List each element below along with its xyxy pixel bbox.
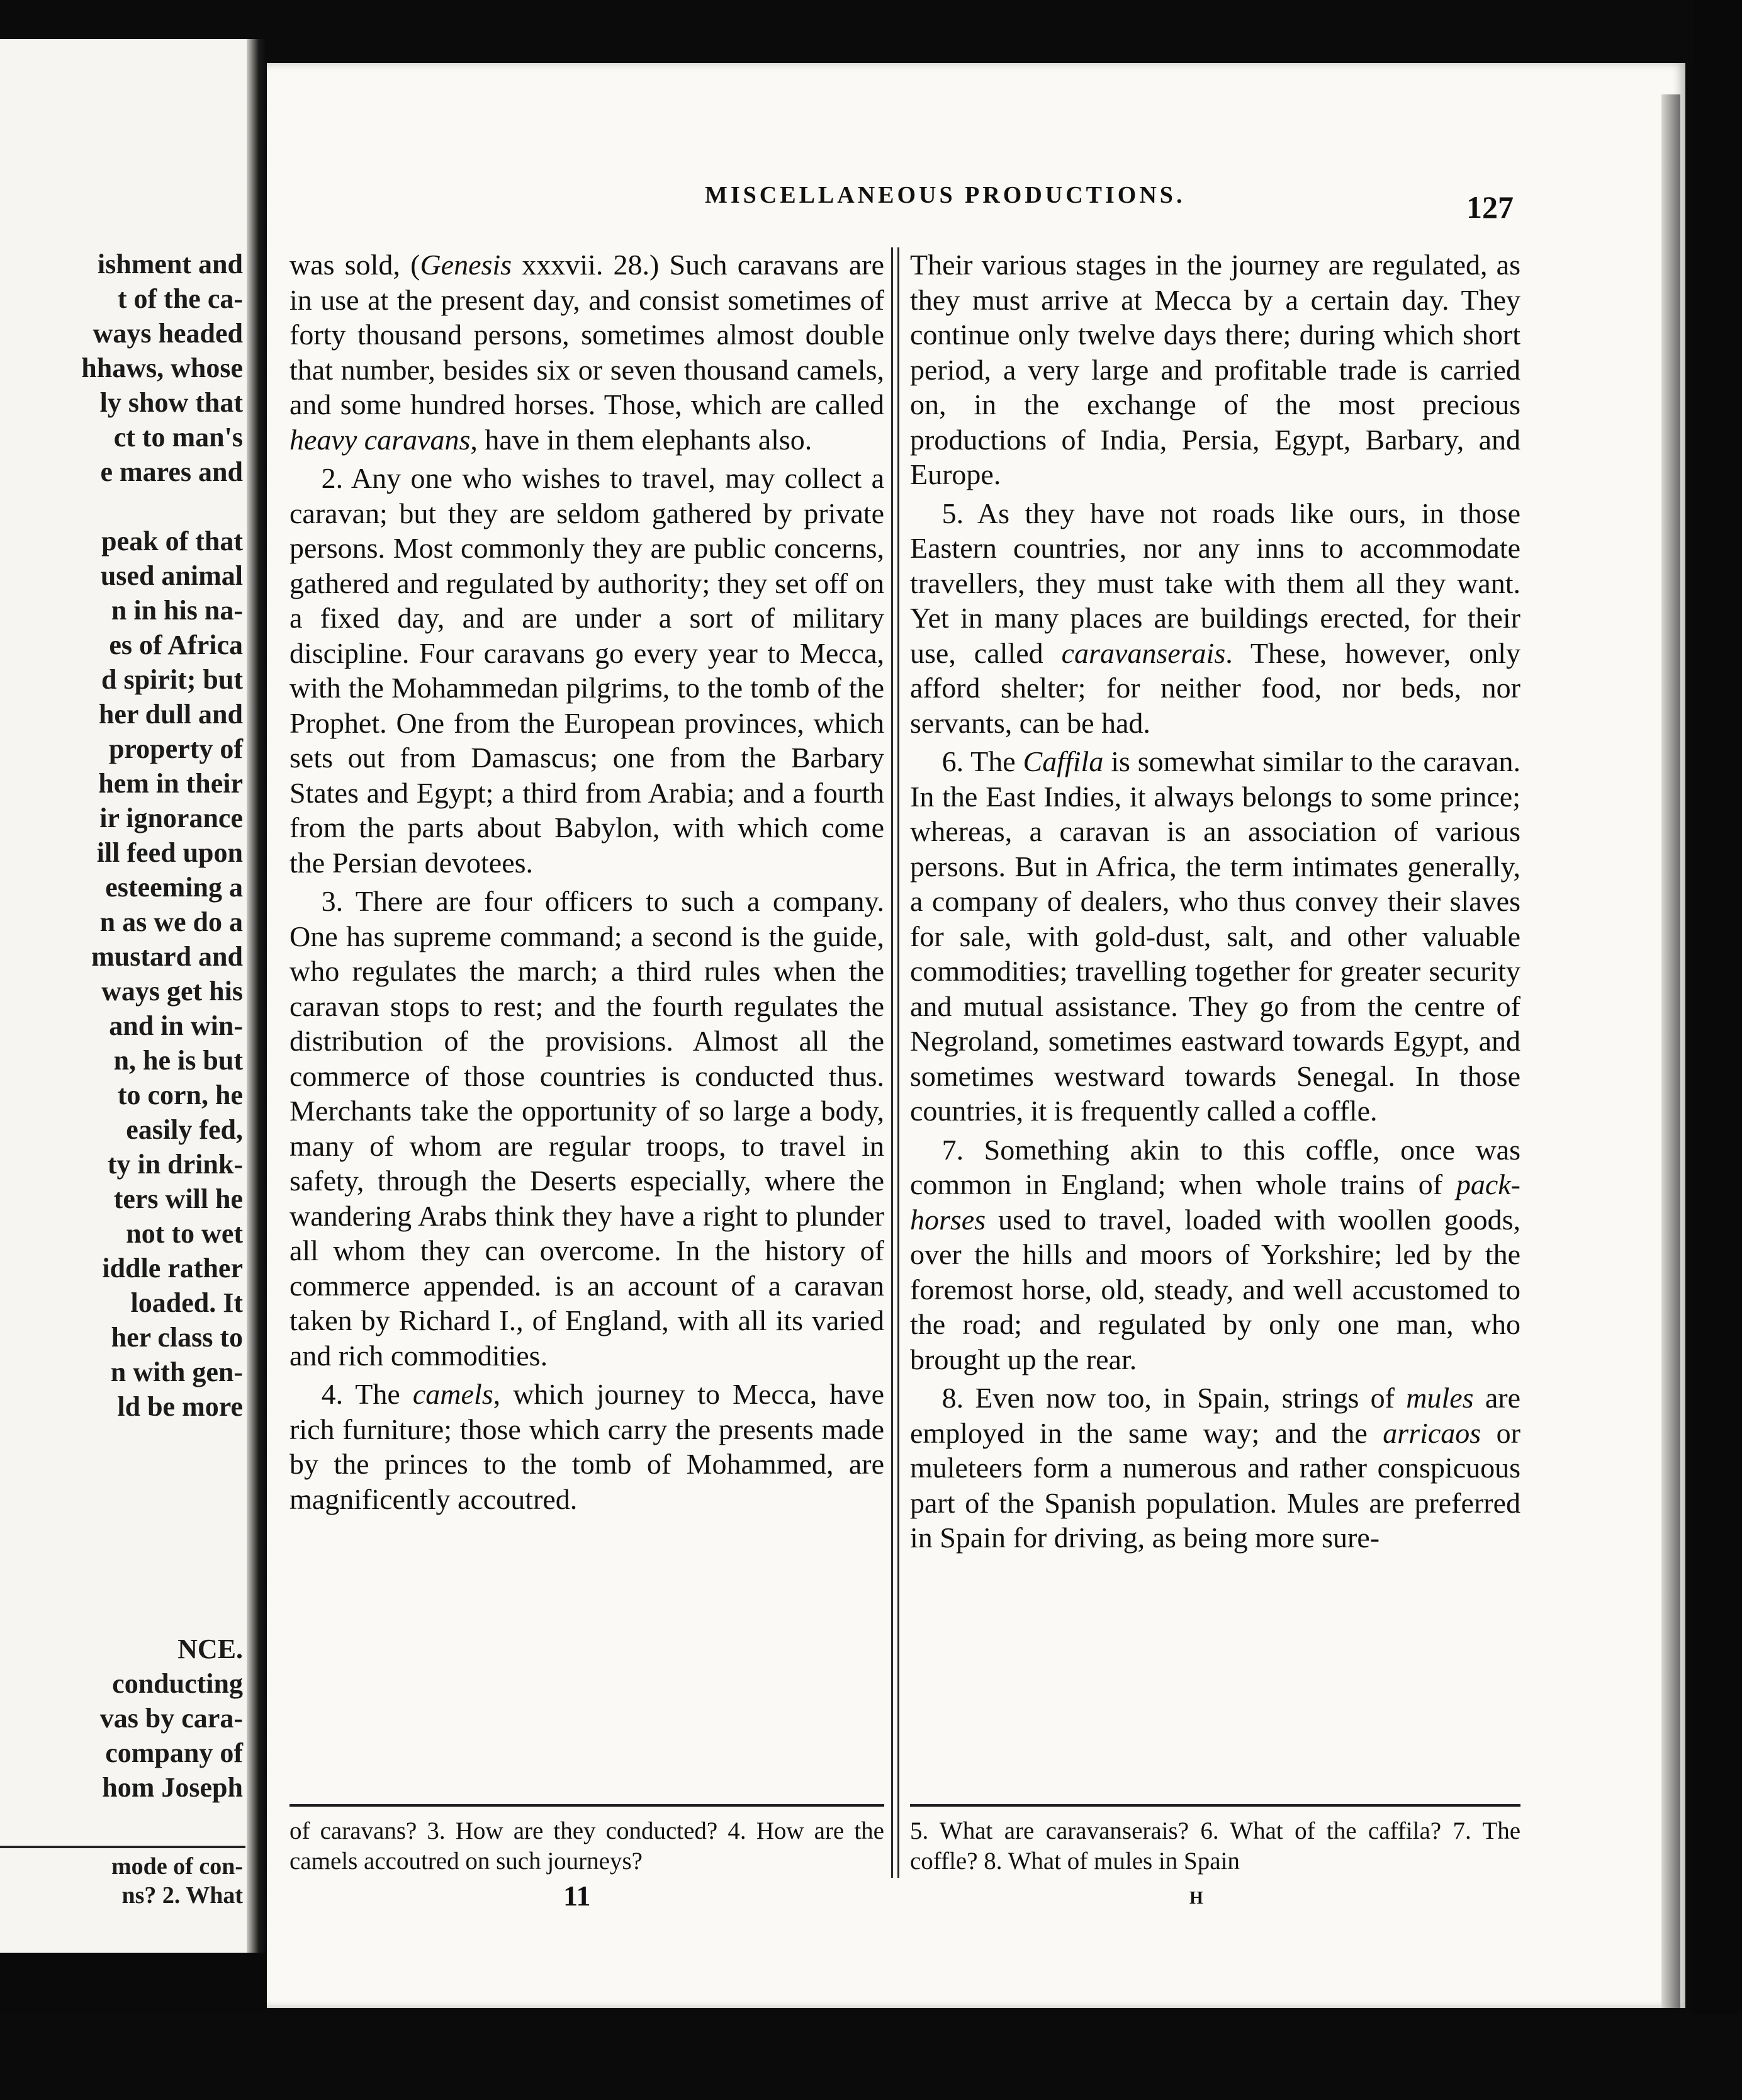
paragraph-1-continued: was sold, (Genesis xxxvii. 28.) Such caravans are in use at the present day, and consist sometimes of forty thousand persons, sometimes almost double that number, besides six or seven thousand camels, and some hundred horses. Those, which are called heavy caravans, have in them elephants also. — [289, 249, 884, 456]
paragraph-2: 2. Any one who wishes to travel, may collect a caravan; but they are seldom gathered by private persons. Most commonly they are public concerns, gathered and regulated by authority; they set off on a fixed day, and are under a sort of military discipline. Four caravans go every year to Mecca, with the Mohammedan pilgrims, to the tomb of the Prophet. One from the European provinces, which sets out from Damascus; one from the Barbary States and Egypt; a third from Arabia; and a fourth from the parts about Babylon, with which come the Persian devotees. — [289, 462, 884, 879]
left-page-footnote-line: mode of con- — [111, 1853, 243, 1880]
left-page-line: n with gen- — [110, 1357, 243, 1387]
left-page-line: to corn, he — [117, 1080, 243, 1110]
left-page-line: ir ignorance — [99, 803, 243, 833]
signature-mark: 11 — [563, 1880, 591, 1912]
text-column-right — [910, 247, 1520, 1559]
left-page-line: used animal — [100, 560, 243, 591]
paragraph-7: 7. Something akin to this coffle, once was common in England; when whole trains of pack-horses used to travel, loaded with woollen goods, over the hills and moors of Yorkshire; led by the foremost horse, old, steady, and well accustomed to the road; and regulated by only one man, who brought up the rear. — [910, 1133, 1520, 1375]
left-page-line: ly show that — [99, 387, 243, 418]
questions-footnote-right: 5. What are caravanserais? 6. What of the caffila? 7. The coffle? 8. What of mules in Spain — [910, 1817, 1520, 1875]
left-page-line — [4, 489, 243, 524]
left-page-line: her class to — [111, 1322, 243, 1353]
paragraph-8: 8. Even now too, in Spain, strings of mules are employed in the same way; and the arricaos or muleteers form a numerous and rather conspicuous part of the Spanish population. Mules are preferred in Spain for driving, as being more sure- — [910, 1382, 1521, 1554]
left-page-line: ct to man's — [113, 422, 243, 453]
left-page-line: esteeming a — [105, 872, 243, 903]
left-page-line: easily fed, — [126, 1114, 243, 1145]
left-page-text — [4, 247, 243, 1424]
footnote-rule — [910, 1804, 1520, 1807]
left-page-line: company of — [105, 1737, 243, 1768]
paragraph-6: 6. The Caffila is somewhat similar to the caravan. In the East Indies, it always belongs to some prince; whereas, a caravan is an association of various persons. But in Africa, the term intimates generally, a company of dealers, who thus convey their slaves for sale, with gold-dust, salt, and other valuable commodities; travelling together for greater security and mutual assistance. They go from the centre of Negroland, sometimes eastward towards Egypt, and sometimes westward towards Senegal. In those countries, it is frequently called a coffle. — [910, 745, 1521, 1127]
running-head: MISCELLANEOUS PRODUCTIONS. — [705, 182, 1186, 208]
column-divider — [897, 247, 899, 1878]
left-page-line: ways headed — [93, 318, 243, 349]
page-edge-shadow — [1661, 94, 1680, 2008]
left-page-line: d spirit; but — [101, 664, 243, 695]
left-page-line: hem in their — [98, 768, 243, 799]
left-page-line: hom Joseph — [102, 1772, 243, 1803]
left-page-line: conducting — [112, 1668, 243, 1699]
text-column-left — [289, 247, 884, 1520]
left-page-heading: NCE. — [177, 1634, 243, 1664]
paragraph-4-continued: Their various stages in the journey are regulated, as they must arrive at Mecca by a certain day. They continue only twelve days there; during which short period, a very large and profitable trade is carried on, in the exchange of the most precious productions of India, Persia, Egypt, Barbary, and Europe. — [910, 249, 1520, 490]
left-page-footnote — [4, 1852, 243, 1910]
scan-background-bottom — [0, 2014, 1742, 2100]
scan-background-right — [1693, 0, 1742, 2100]
signature-mark: H — [1189, 1888, 1203, 1908]
left-page-line: property of — [108, 733, 243, 764]
left-page-line: t of the ca- — [117, 283, 243, 314]
left-page-line: e mares and — [100, 456, 243, 487]
left-page-line: n as we do a — [99, 906, 243, 937]
left-page-line: ill feed upon — [96, 837, 243, 868]
book-gutter — [247, 39, 267, 1953]
paragraph-4: 4. The camels, which journey to Mecca, have rich furniture; those which carry the presents made by the princes to the tomb of Mohammed, are magnificently accoutred. — [289, 1378, 885, 1515]
left-page-line: n in his na- — [111, 595, 243, 626]
left-page-line: n, he is but — [113, 1045, 243, 1076]
left-page-line: ways get his — [101, 976, 243, 1007]
left-page-line: not to wet — [126, 1218, 243, 1249]
left-page-bottom-text — [4, 1632, 243, 1805]
left-page-line: es of Africa — [109, 629, 243, 660]
paragraph-3: 3. There are four officers to such a company. One has supreme command; a second is the guide, who regulates the march; a third rules when the caravan stops to rest; and the fourth regulates the distribution of the provisions. Almost all the commerce of those countries is conducted thus. Merchants take the opportunity of so large a body, many of whom are regular troops, to travel in safety, through the Deserts especially, where the wandering Arabs think they have a right to plunder all whom they can overcome. In the history of commerce appended. is an account of a caravan taken by Richard I., of England, with all its varied and rich commodities. — [289, 885, 884, 1372]
left-facing-page — [0, 39, 252, 1953]
questions-footnote-left: of caravans? 3. How are they conducted? 4. How are the camels accoutred on such journeys? — [289, 1817, 884, 1875]
left-page-line: ty in drink- — [107, 1149, 243, 1180]
left-page-footnote-line: ns? 2. What — [121, 1882, 243, 1909]
left-page-line: ld be more — [117, 1391, 243, 1422]
left-page-line: ters will he — [113, 1183, 243, 1214]
page-number: 127 — [1466, 189, 1514, 225]
left-page-line: loaded. It — [130, 1287, 243, 1318]
column-divider — [891, 247, 893, 1878]
left-page-line: iddle rather — [102, 1253, 243, 1284]
paragraph-5: 5. As they have not roads like ours, in those Eastern countries, nor any inns to accommodate travellers, they must take with them all they want. Yet in many places are buildings erected, for their use, called caravanserais. These, however, only afford shelter; for neither food, nor beds, nor servants, can be had. — [910, 497, 1520, 739]
left-page-footnote-rule — [0, 1846, 245, 1848]
left-page-line: her dull and — [98, 699, 243, 730]
left-page-line: mustard and — [91, 941, 243, 972]
left-page-line: hhaws, whose — [81, 353, 243, 383]
left-page-line: vas by cara- — [99, 1703, 243, 1734]
left-page-line: and in win- — [109, 1010, 243, 1041]
left-page-line: peak of that — [101, 526, 243, 556]
footnote-rule — [289, 1804, 884, 1807]
left-page-line: ishment and — [97, 249, 243, 279]
